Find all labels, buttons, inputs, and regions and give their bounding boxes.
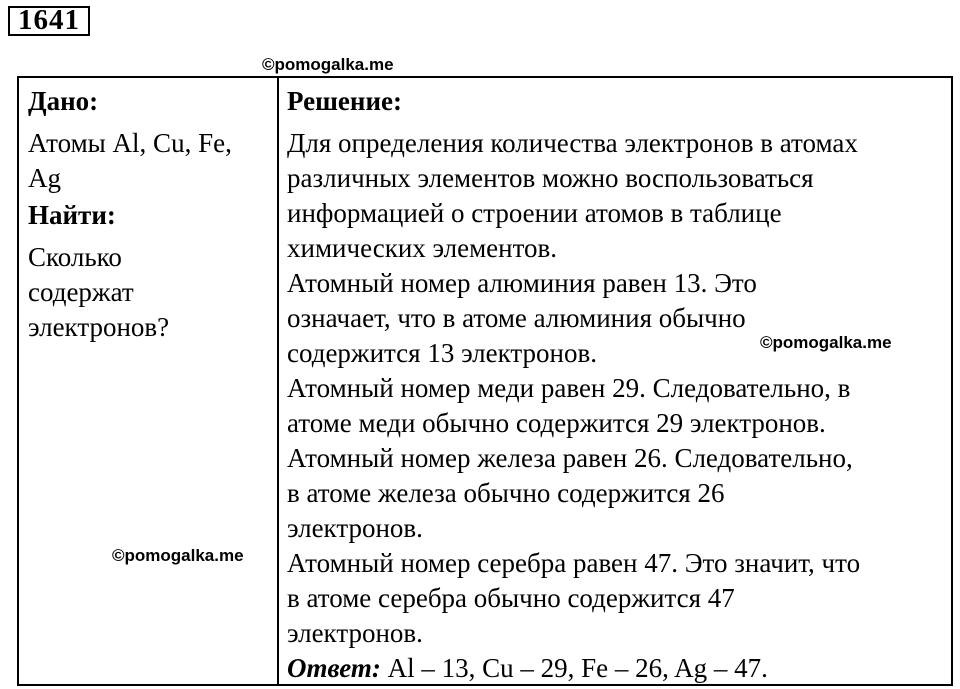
- solution-heading: Решение:: [287, 86, 402, 116]
- watermark-top: ©pomogalka.me: [262, 55, 394, 74]
- solution-line: Атомный номер серебра равен 47. Это значит, что: [287, 548, 861, 578]
- find-line: электронов?: [28, 312, 170, 342]
- solution-line: Атомный номер железа равен 26. Следовательно,: [287, 443, 853, 473]
- solution-line: в атоме серебра обычно содержится 47: [287, 583, 735, 613]
- problem-number: 1641: [8, 6, 90, 36]
- solution-line: атоме меди обычно содержится 29 электронов.: [287, 408, 826, 438]
- watermark-bottom: ©pomogalka.me: [112, 546, 244, 565]
- given-text: [28, 126, 273, 196]
- answer-label: Ответ:: [287, 653, 381, 683]
- given-line: Атомы Al, Cu, Fe,: [28, 128, 232, 158]
- solution-line: электронов.: [287, 618, 423, 648]
- solution-column: [287, 84, 952, 686]
- solution-line: Атомный номер меди равен 29. Следовательно, в: [287, 373, 851, 403]
- answer-text: Al – 13, Cu – 29, Fe – 26, Ag – 47.: [380, 653, 768, 683]
- column-divider: [277, 78, 279, 684]
- given-heading: Дано:: [28, 86, 99, 116]
- given-line: Ag: [28, 163, 61, 193]
- find-heading: Найти:: [28, 200, 116, 230]
- solution-line: Для определения количества электронов в атомах: [287, 128, 858, 158]
- solution-line: содержится 13 электронов.: [287, 338, 597, 368]
- solution-line: информацией о строении атомов в таблице: [287, 198, 782, 228]
- solution-table: [17, 76, 953, 686]
- solution-line: Атомный номер алюминия равен 13. Это: [287, 268, 757, 298]
- answer-line: [287, 651, 952, 686]
- solution-line: электронов.: [287, 513, 423, 543]
- given-find-column: [28, 84, 273, 345]
- solution-line: химических элементов.: [287, 233, 558, 263]
- find-line: Сколько: [28, 242, 122, 272]
- solution-line: в атоме железа обычно содержится 26: [287, 478, 725, 508]
- watermark-middle: ©pomogalka.me: [760, 333, 892, 352]
- solution-line: означает, что в атоме алюминия обычно: [287, 303, 746, 333]
- solution-line: различных элементов можно воспользоваться: [287, 163, 814, 193]
- find-line: содержат: [28, 277, 134, 307]
- find-text: [28, 240, 273, 345]
